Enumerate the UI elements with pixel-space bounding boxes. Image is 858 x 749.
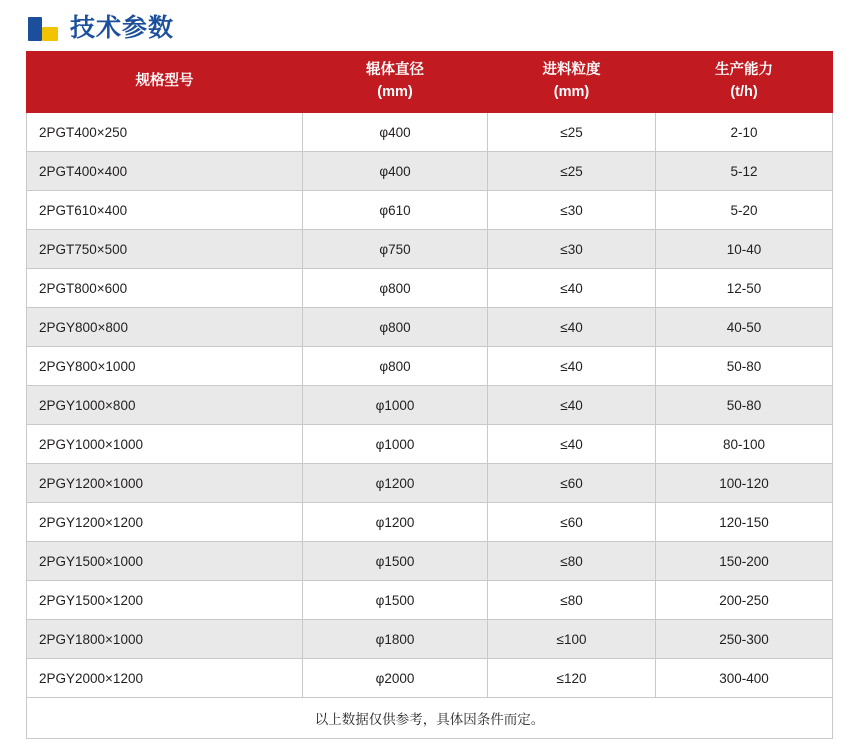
cell-capacity: 5-20 [656, 191, 833, 230]
cell-capacity: 12-50 [656, 269, 833, 308]
logo-blue-block [28, 17, 42, 41]
table-row [27, 620, 833, 659]
cell-model: 2PGT800×600 [27, 269, 303, 308]
cell-model: 2PGY1200×1000 [27, 464, 303, 503]
cell-roller: φ1000 [303, 386, 488, 425]
cell-feed: ≤60 [488, 464, 656, 503]
cell-model: 2PGY1200×1200 [27, 503, 303, 542]
table-body [27, 113, 833, 698]
table-footnote: 以上数据仅供参考，具体因条件而定。 [27, 698, 833, 739]
column-header-model-line1: 规格型号 [135, 73, 194, 90]
column-header-feed-size [488, 52, 656, 113]
cell-feed: ≤60 [488, 503, 656, 542]
cell-model: 2PGT400×400 [27, 152, 303, 191]
column-header-feed-size-line1: 进料粒度 [542, 62, 601, 79]
cell-capacity: 50-80 [656, 347, 833, 386]
cell-model: 2PGY1500×1200 [27, 581, 303, 620]
column-header-capacity-line2: (t/h) [730, 84, 758, 100]
cell-capacity: 120-150 [656, 503, 833, 542]
cell-feed: ≤40 [488, 386, 656, 425]
cell-feed: ≤25 [488, 152, 656, 191]
cell-roller: φ1000 [303, 425, 488, 464]
cell-roller: φ400 [303, 113, 488, 152]
table-row [27, 308, 833, 347]
cell-roller: φ800 [303, 308, 488, 347]
cell-feed: ≤30 [488, 191, 656, 230]
column-header-model [27, 52, 303, 113]
table-row [27, 581, 833, 620]
cell-roller: φ1800 [303, 620, 488, 659]
cell-capacity: 50-80 [656, 386, 833, 425]
cell-roller: φ1200 [303, 464, 488, 503]
table-row [27, 347, 833, 386]
table-row [27, 152, 833, 191]
cell-roller: φ800 [303, 269, 488, 308]
table-row [27, 659, 833, 698]
table-row [27, 269, 833, 308]
table-footnote-row [27, 698, 833, 739]
column-header-capacity [656, 52, 833, 113]
cell-roller: φ750 [303, 230, 488, 269]
table-row [27, 113, 833, 152]
table-row [27, 503, 833, 542]
cell-model: 2PGY1500×1000 [27, 542, 303, 581]
cell-roller: φ1500 [303, 581, 488, 620]
column-header-roller-diameter [303, 52, 488, 113]
cell-model: 2PGT400×250 [27, 113, 303, 152]
cell-feed: ≤40 [488, 425, 656, 464]
cell-model: 2PGT610×400 [27, 191, 303, 230]
table-row [27, 542, 833, 581]
cell-model: 2PGY1000×800 [27, 386, 303, 425]
column-header-capacity-line1: 生产能力 [715, 62, 773, 79]
cell-capacity: 10-40 [656, 230, 833, 269]
cell-feed: ≤25 [488, 113, 656, 152]
table-row [27, 425, 833, 464]
cell-roller: φ1500 [303, 542, 488, 581]
column-header-feed-size-line2: (mm) [553, 84, 590, 100]
cell-feed: ≤80 [488, 581, 656, 620]
logo-icon [28, 17, 58, 41]
cell-feed: ≤40 [488, 308, 656, 347]
spec-table-wrapper [0, 51, 858, 739]
cell-capacity: 80-100 [656, 425, 833, 464]
cell-capacity: 250-300 [656, 620, 833, 659]
cell-feed: ≤40 [488, 269, 656, 308]
cell-roller: φ2000 [303, 659, 488, 698]
cell-capacity: 5-12 [656, 152, 833, 191]
cell-roller: φ1200 [303, 503, 488, 542]
cell-capacity: 300-400 [656, 659, 833, 698]
page-title-row [0, 0, 858, 51]
cell-roller: φ400 [303, 152, 488, 191]
table-row [27, 191, 833, 230]
cell-roller: φ610 [303, 191, 488, 230]
cell-feed: ≤40 [488, 347, 656, 386]
cell-model: 2PGY800×800 [27, 308, 303, 347]
cell-feed: ≤80 [488, 542, 656, 581]
cell-roller: φ800 [303, 347, 488, 386]
logo-yellow-block [42, 27, 58, 41]
cell-capacity: 2-10 [656, 113, 833, 152]
page-title: 技术参数 [70, 14, 175, 42]
cell-capacity: 100-120 [656, 464, 833, 503]
table-footer [27, 698, 833, 739]
cell-capacity: 40-50 [656, 308, 833, 347]
cell-model: 2PGT750×500 [27, 230, 303, 269]
cell-capacity: 200-250 [656, 581, 833, 620]
table-row [27, 464, 833, 503]
cell-model: 2PGY1000×1000 [27, 425, 303, 464]
column-header-roller-diameter-line2: (mm) [377, 84, 413, 100]
cell-feed: ≤100 [488, 620, 656, 659]
cell-model: 2PGY2000×1200 [27, 659, 303, 698]
column-header-roller-diameter-line1: 辊体直径 [366, 62, 424, 79]
table-row [27, 230, 833, 269]
table-header-row [27, 52, 833, 113]
table-row [27, 386, 833, 425]
table-header [27, 52, 833, 113]
cell-model: 2PGY800×1000 [27, 347, 303, 386]
cell-feed: ≤120 [488, 659, 656, 698]
cell-model: 2PGY1800×1000 [27, 620, 303, 659]
spec-table [26, 51, 833, 739]
cell-capacity: 150-200 [656, 542, 833, 581]
cell-feed: ≤30 [488, 230, 656, 269]
